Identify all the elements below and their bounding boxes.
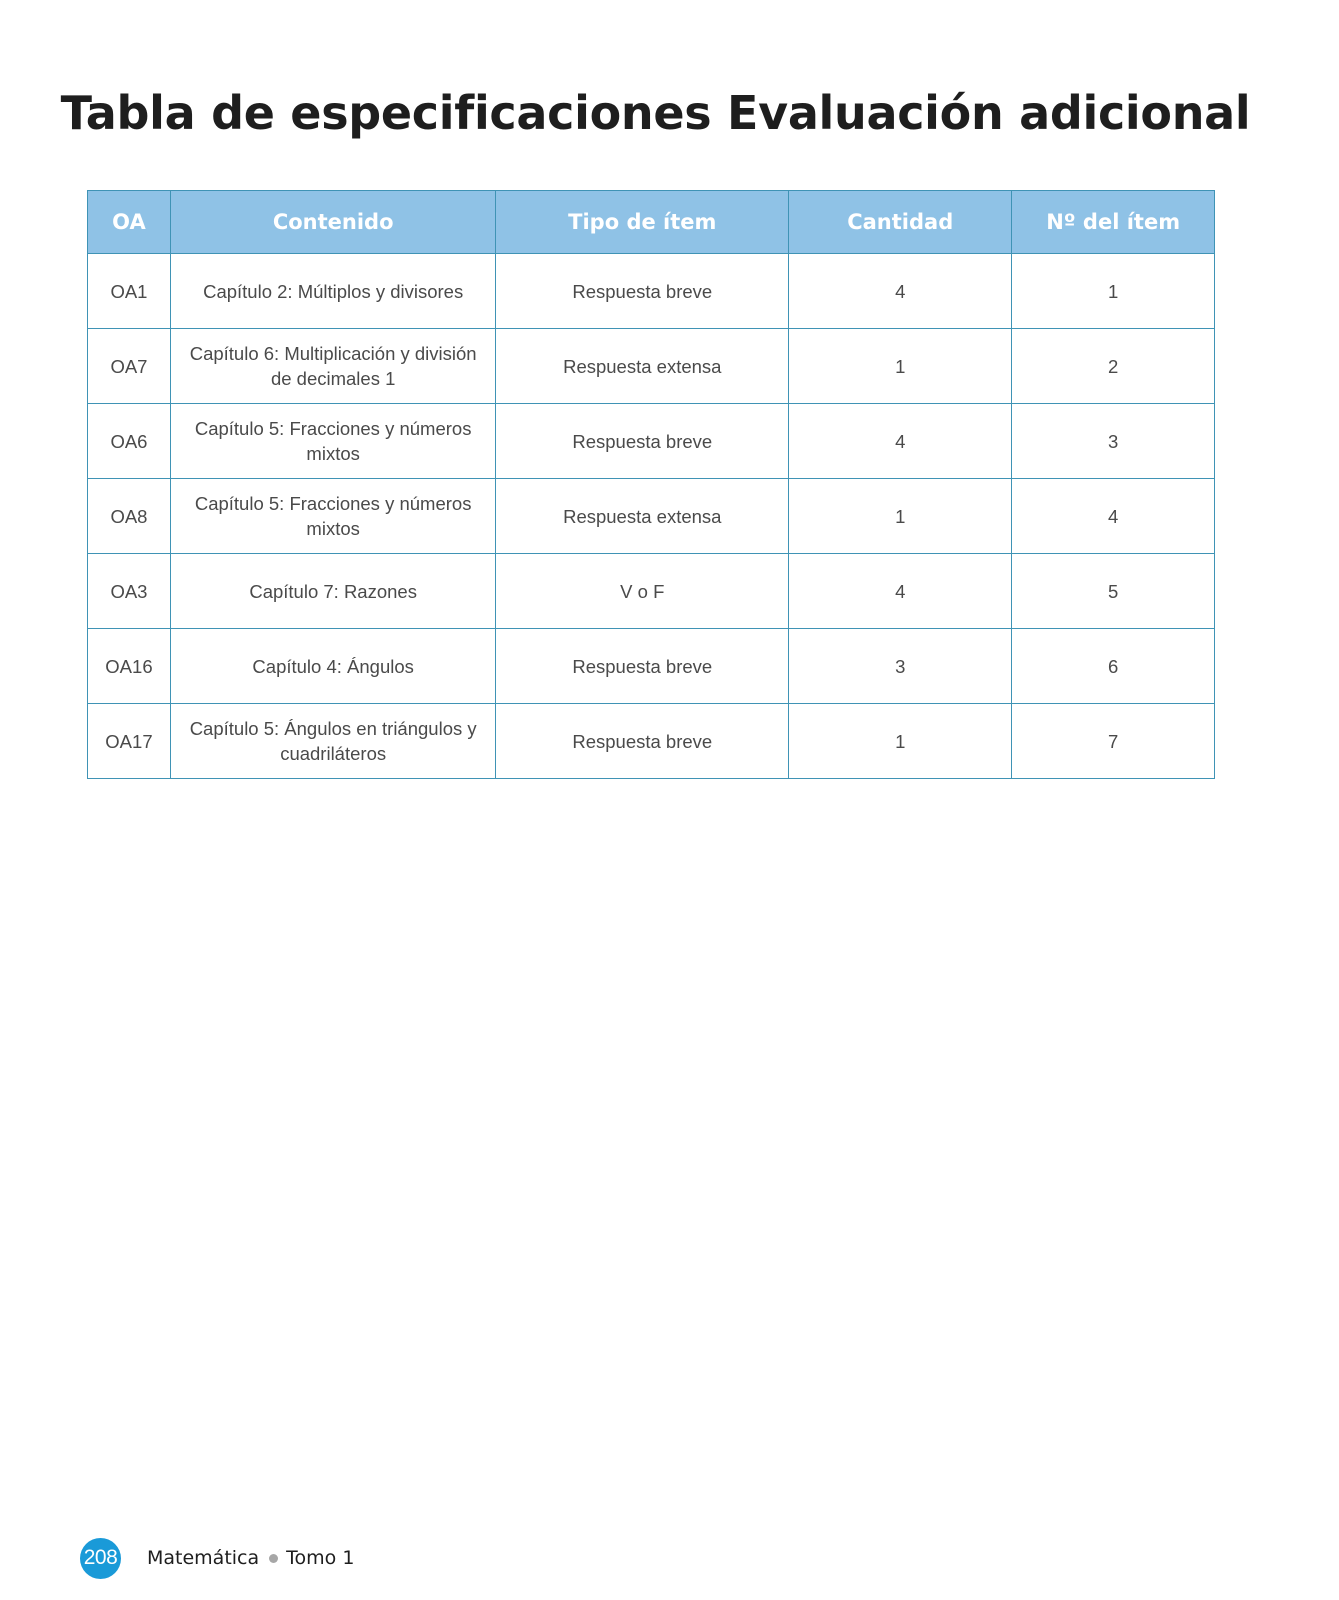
cell-contenido: Capítulo 4: Ángulos [170, 629, 496, 704]
table-row [88, 629, 1215, 704]
cell-cantidad: 3 [789, 629, 1012, 704]
cell-cantidad: 1 [789, 704, 1012, 779]
cell-oa: OA17 [88, 704, 171, 779]
table-row [88, 704, 1215, 779]
page-footer [80, 1537, 354, 1579]
cell-cantidad: 4 [789, 404, 1012, 479]
cell-cantidad: 4 [789, 254, 1012, 329]
header-cantidad: Cantidad [789, 191, 1012, 254]
page-number-badge: 208 [80, 1538, 121, 1579]
cell-contenido: Capítulo 5: Fracciones y números mixtos [170, 404, 496, 479]
cell-cantidad: 1 [789, 329, 1012, 404]
specifications-table [87, 190, 1215, 779]
cell-contenido: Capítulo 2: Múltiplos y divisores [170, 254, 496, 329]
cell-numero-item: 4 [1012, 479, 1215, 554]
cell-cantidad: 4 [789, 554, 1012, 629]
bullet-separator-icon [269, 1554, 278, 1563]
cell-oa: OA1 [88, 254, 171, 329]
cell-numero-item: 1 [1012, 254, 1215, 329]
footer-book-title: Matemática [147, 1547, 260, 1569]
cell-oa: OA6 [88, 404, 171, 479]
cell-cantidad: 1 [789, 479, 1012, 554]
cell-tipo-item: Respuesta breve [496, 404, 789, 479]
cell-oa: OA8 [88, 479, 171, 554]
cell-tipo-item: V o F [496, 554, 789, 629]
cell-contenido: Capítulo 7: Razones [170, 554, 496, 629]
table-header-row [88, 191, 1215, 254]
cell-tipo-item: Respuesta breve [496, 704, 789, 779]
header-tipo-item: Tipo de ítem [496, 191, 789, 254]
cell-numero-item: 2 [1012, 329, 1215, 404]
table-row [88, 254, 1215, 329]
cell-tipo-item: Respuesta extensa [496, 479, 789, 554]
cell-oa: OA7 [88, 329, 171, 404]
table-row [88, 479, 1215, 554]
cell-numero-item: 5 [1012, 554, 1215, 629]
header-contenido: Contenido [170, 191, 496, 254]
table-row [88, 329, 1215, 404]
header-numero-item: Nº del ítem [1012, 191, 1215, 254]
page-title: Tabla de especificaciones Evaluación adicional [60, 86, 1251, 140]
footer-volume: Tomo 1 [286, 1547, 355, 1569]
cell-tipo-item: Respuesta breve [496, 254, 789, 329]
cell-tipo-item: Respuesta extensa [496, 329, 789, 404]
cell-oa: OA3 [88, 554, 171, 629]
cell-contenido: Capítulo 5: Fracciones y números mixtos [170, 479, 496, 554]
cell-tipo-item: Respuesta breve [496, 629, 789, 704]
cell-numero-item: 7 [1012, 704, 1215, 779]
cell-numero-item: 6 [1012, 629, 1215, 704]
cell-numero-item: 3 [1012, 404, 1215, 479]
cell-contenido: Capítulo 5: Ángulos en triángulos y cuadriláteros [170, 704, 496, 779]
table-row [88, 554, 1215, 629]
table-row [88, 404, 1215, 479]
cell-contenido: Capítulo 6: Multiplicación y división de decimales 1 [170, 329, 496, 404]
cell-oa: OA16 [88, 629, 171, 704]
header-oa: OA [88, 191, 171, 254]
